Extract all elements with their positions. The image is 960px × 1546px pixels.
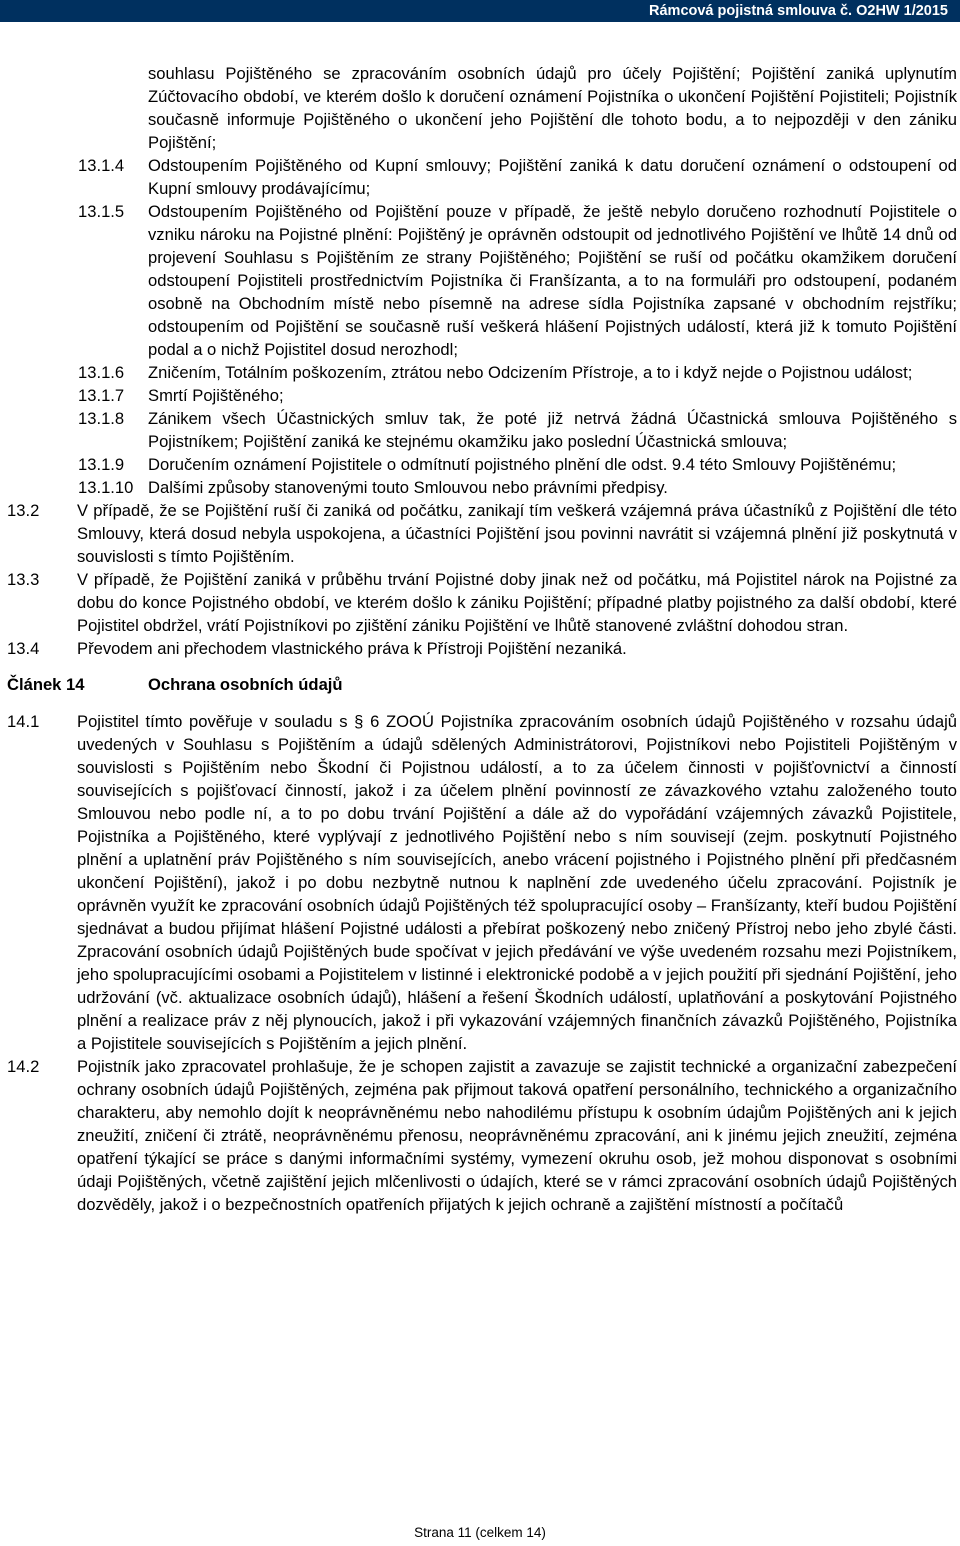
list-item (7, 637, 957, 660)
item-text: Zánikem všech Účastnických smluv tak, že poté již netrvá žádná Účastnická smlouva Pojištěného s Pojistníkem; Pojištění zaniká ke stejnému okamžiku jako poslední Účastnická smlouva; (148, 409, 957, 451)
list-item (7, 407, 957, 453)
list-item (7, 1055, 957, 1216)
item-number: 13.1.8 (78, 409, 125, 428)
items-13-list (7, 499, 957, 660)
list-item (7, 453, 957, 476)
item-text: Dalšími způsoby stanovenými touto Smlouvou nebo právními předpisy. (148, 478, 668, 497)
item-text: Pojistník jako zpracovatel prohlašuje, že je schopen zajistit a zavazuje se zajistit technické a organizační zabezpečení ochrany osobních údajů Pojištěných, zejména pak přijmout taková opatření personálního, technického a organizačního charakteru, aby nemohlo dojít k neoprávněnému nebo nahodilému přístupu k osobním údajům Pojištěných ani k jejich zneužití, zničení či ztrátě, neoprávněnému přenosu, neoprávněnému zpracování, ani k jinému jejich zneužití, zejména opatření týkající se práce s danými informačními systémy, vymezení okruhu osob, jež mohou disponovat s osobními údaji Pojištěných, včetně zajištění jejich mlčenlivosti o údajích, které se v rámci zpracování osobních údajů Pojištěných dozvěděly, jakož i o bezpečnostních opatřeních přijatých k jejich ochraně a zajištění místností a počítačů (77, 1057, 957, 1214)
item-number: 13.1.6 (78, 363, 125, 382)
item-number: 13.2 (7, 501, 40, 520)
item-number: 14.1 (7, 712, 40, 731)
item-number: 13.1.10 (78, 478, 134, 497)
item-text: Smrtí Pojištěného; (148, 386, 284, 405)
items-13-1-list (7, 154, 957, 499)
item-text: Odstoupením Pojištěného od Kupní smlouvy; Pojištění zaniká k datu doručení oznámení o odstoupení od Kupní smlouvy prodávajícímu; (148, 156, 957, 198)
list-item (7, 200, 957, 361)
item-text: Pojistitel tímto pověřuje v souladu s § 6 ZOOÚ Pojistníka zpracováním osobních údajů Pojištěného v rozsahu údajů uvedených v Souhlasu s Pojištěním a údajů sdělených Administrátorovi, Pojistníkovi nebo Pojistiteli Pojištěným v souvislosti s Pojištěním nebo Škodní či Pojistnou událostí, a to za účelem činnosti v pojišťovnictví a činností souvisejících s pojišťovací činností, jakož i za účelem plnění povinností ze závazkového vztahu založeného touto Smlouvou nebo podle ní, a to po dobu trvání Pojištění a dále až do vypořádání vzájemných závazků Pojistitele, Pojistníka a Pojištěného, které vyplývají z jednotlivého Pojištění nebo s ním souvisejí (zejm. poskytnutí Pojistného plnění a uplatnění práv Pojištěného s ním souvisejících, anebo vrácení pojistného i Pojistného plnění při předčasném ukončení Pojištění), jakož i po dobu nezbytně nutnou k naplnění zde uvedeného účelu zpracování. Pojistník je oprávněn využít ke zpracování osobních údajů Pojištěných též spolupracující osoby – Franšízanty, kteří budou Pojištění sjednávat a budou přijímat hlášení Pojistné události a přebírat poškozený nebo zničený Přístroj nebo jeho zbylé části. Zpracování osobních údajů Pojištěných bude spočívat v jejich předávání ve výše uvedeném rozsahu mezi Pojistníkem, jeho spolupracujícími osobami a Pojistitelem v listinné i elektronické podobě a v jejich použití při sjednání Pojištění, jeho udržování (vč. aktualizace osobních údajů), hlášení a řešení Škodních událostí, uplatňování a poskytování Pojistného plnění a realizace práv z něj plynoucích, jakož i při vykazování vzájemných finančních závazků Pojištěného, Pojistníka a Pojistitele souvisejících s Pojištěním a jejich plnění. (77, 712, 957, 1053)
article-title: Ochrana osobních údajů (148, 675, 343, 694)
list-item (7, 568, 957, 637)
item-text: V případě, že se Pojištění ruší či zaniká od počátku, zanikají tím veškerá vzájemná práva účastníků z Pojištění dle této Smlouvy, která dosud nebyla uspokojena, a účastníci Pojištění jsou povinni navrátit si vzájemná plnění již poskytnutá v souvislosti s tímto Pojištěním. (77, 501, 957, 566)
item-number: 13.1.4 (78, 156, 125, 175)
list-item (7, 710, 957, 1055)
list-item (7, 384, 957, 407)
item-number: 13.1.9 (78, 455, 125, 474)
article-number: Článek 14 (7, 675, 85, 694)
document-title: Rámcová pojistná smlouva č. O2HW 1/2015 (649, 3, 948, 19)
item-text: Převodem ani přechodem vlastnického práva k Přístroji Pojištění nezaniká. (77, 639, 627, 658)
item-number: 13.1.7 (78, 386, 125, 405)
header-bar (0, 0, 960, 22)
item-text: Odstoupením Pojištěného od Pojištění pouze v případě, že ještě nebylo doručeno rozhodnutí Pojistitele o vzniku nároku na Pojistné plnění: Pojištěný je oprávněn odstoupit od jednotlivého Pojištění ve lhůtě 14 dnů od projevení Souhlasu s Pojištěním ze strany Pojištěného; Pojištění se ruší od počátku okamžikem doručení odstoupení Pojistiteli prostřednictvím Pojistníka či Franšízanta, a to na formuláři pro odstoupení, podaném osobně na Obchodním místě nebo písemně na adrese sídla Pojistníka zapsané v obchodním rejstříku; odstoupením od Pojištění se současně ruší veškerá hlášení Pojistných událostí, která již k tomuto Pojištění podal a o nichž Pojistitel dosud nerozhodl; (148, 202, 957, 359)
page-number: Strana 11 (celkem 14) (414, 1525, 546, 1540)
item-number: 13.1.5 (78, 202, 125, 221)
item-number: 13.3 (7, 570, 40, 589)
list-item (7, 499, 957, 568)
document-body (7, 62, 957, 1216)
item-text: V případě, že Pojištění zaniká v průběhu trvání Pojistné doby jinak než od počátku, má Pojistitel nárok na Pojistné za dobu do konce Pojistného období, ve kterém došlo k zániku Pojištění; případné platby pojistného za další období, které Pojistitel obdržel, vrátí Pojistníkovi po zjištění zániku Pojištění ve lhůtě stanovené zvláštní dohodou stran. (77, 570, 957, 635)
list-item (7, 476, 957, 499)
item-text: Zničením, Totálním poškozením, ztrátou nebo Odcizením Přístroje, a to i když nejde o Pojistnou událost; (148, 363, 913, 382)
items-14-list (7, 710, 957, 1216)
item-number: 14.2 (7, 1057, 40, 1076)
article-heading (7, 673, 957, 696)
intro-paragraph: souhlasu Pojištěného se zpracováním osobních údajů pro účely Pojištění; Pojištění zaniká uplynutím Zúčtovacího období, ve kterém došlo k doručení oznámení Pojistníka o ukončení Pojištění Pojistiteli; Pojistník současně informuje Pojištěného o ukončení jeho Pojištění dle tohoto bodu, a to nejpozději v den zániku Pojištění; (148, 64, 957, 152)
item-text: Doručením oznámení Pojistitele o odmítnutí pojistného plnění dle odst. 9.4 této Smlouvy Pojištěnému; (148, 455, 897, 474)
list-item (7, 154, 957, 200)
list-item (7, 361, 957, 384)
item-number: 13.4 (7, 639, 40, 658)
